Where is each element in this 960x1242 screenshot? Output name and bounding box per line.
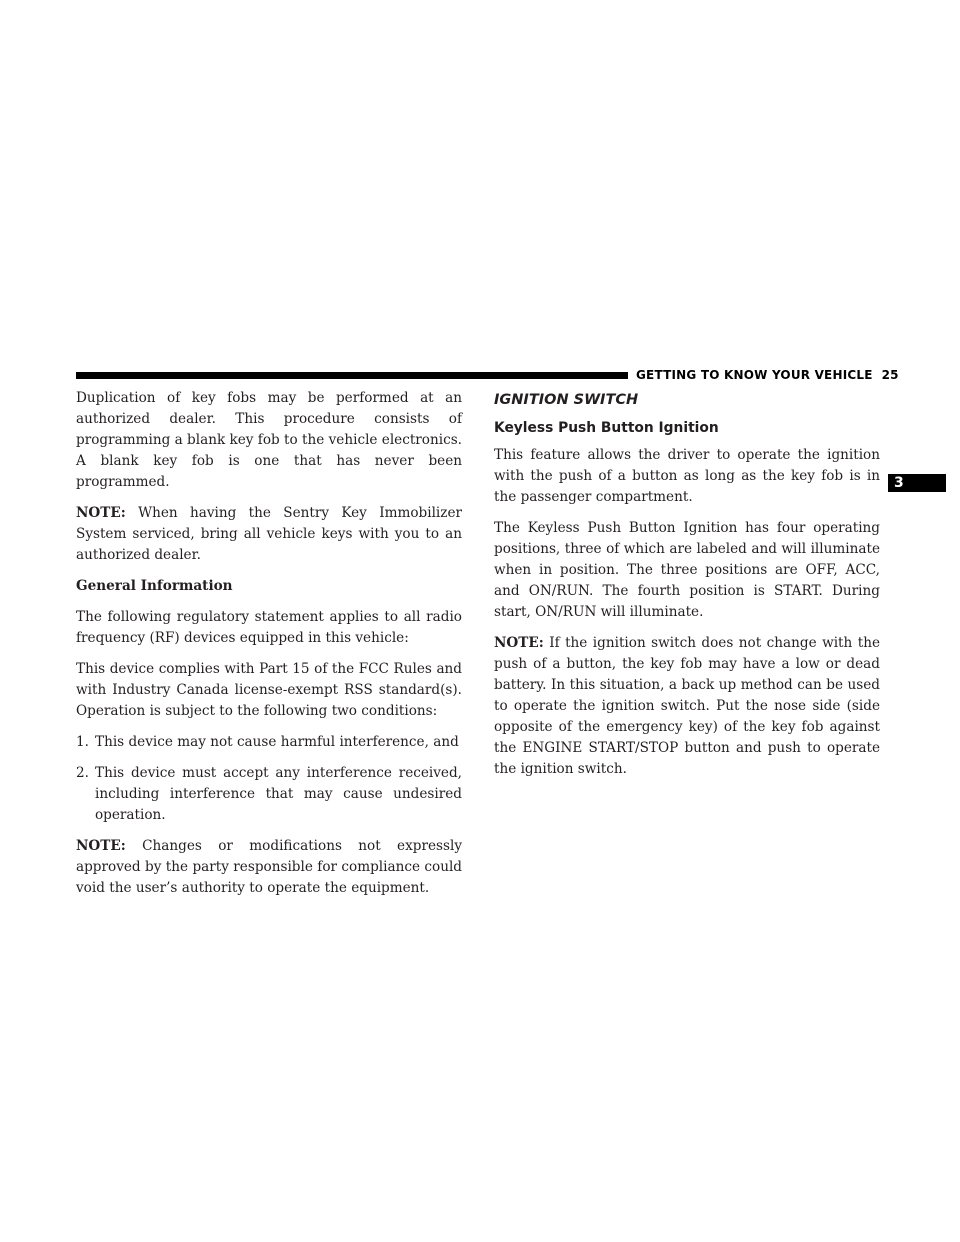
subheading-general-information: General Information [76,578,233,594]
note-label: NOTE: [76,838,126,854]
paragraph-regulatory-statement: The following regulatory statement applies to all radio frequency (RF) devices equipped in this vehicle: [76,609,462,646]
list-text: This device may not cause harmful interference, and [95,734,459,750]
header-rule [76,372,628,379]
section-title-ignition-switch: IGNITION SWITCH [494,392,639,408]
note-label: NOTE: [494,635,544,651]
page-number: 25 [881,368,899,382]
chapter-title: GETTING TO KNOW YOUR VEHICLE [636,368,873,382]
list-item [76,763,462,826]
list-number: 2. [76,765,89,781]
list-text: This device must accept any interference received, including interference that may cause undesired operation. [95,765,462,823]
chapter-tab: 3 [888,474,946,492]
note-text: If the ignition switch does not change with the push of a button, the key fob may have a low or dead battery. In this situation, a back up method can be used to operate the ignition switch. Put the nose side (side opposite of the emergency key) of the key fob against the ENGINE START/STOP button and push to operate the ignition switch. [494,635,880,777]
note-text: When having the Sentry Key Immobilizer System serviced, bring all vehicle keys with you to an authorized dealer. [76,505,462,563]
note-modifications [76,836,462,899]
subsection-title-keyless-push-button: Keyless Push Button Ignition [494,420,719,436]
list-number: 1. [76,734,89,750]
right-column [494,388,880,790]
note-sentry-key [76,503,462,566]
note-text: Changes or modifications not expressly approved by the party responsible for compliance could void the user’s authority to operate the equipment. [76,838,462,896]
paragraph-key-fob-duplication: Duplication of key fobs may be performed at an authorized dealer. This procedure consists of programming a blank key fob to the vehicle electronics. A blank key fob is one that has never been programmed. [76,390,462,490]
paragraph-feature-description: This feature allows the driver to operate the ignition with the push of a button as long as the key fob is in the passenger compartment. [494,447,880,505]
running-header [636,368,899,382]
note-backup-method [494,633,880,780]
paragraph-operating-positions: The Keyless Push Button Ignition has four operating positions, three of which are labeled and will illuminate when in position. The three positions are OFF, ACC, and ON/RUN. The fourth position is START. During start, ON/RUN will illuminate. [494,520,880,620]
left-column [76,388,462,909]
paragraph-fcc-compliance: This device complies with Part 15 of the FCC Rules and with Industry Canada license-exempt RSS standard(s). Operation is subject to the following two conditions: [76,661,462,719]
list-item [76,732,462,753]
note-label: NOTE: [76,505,126,521]
